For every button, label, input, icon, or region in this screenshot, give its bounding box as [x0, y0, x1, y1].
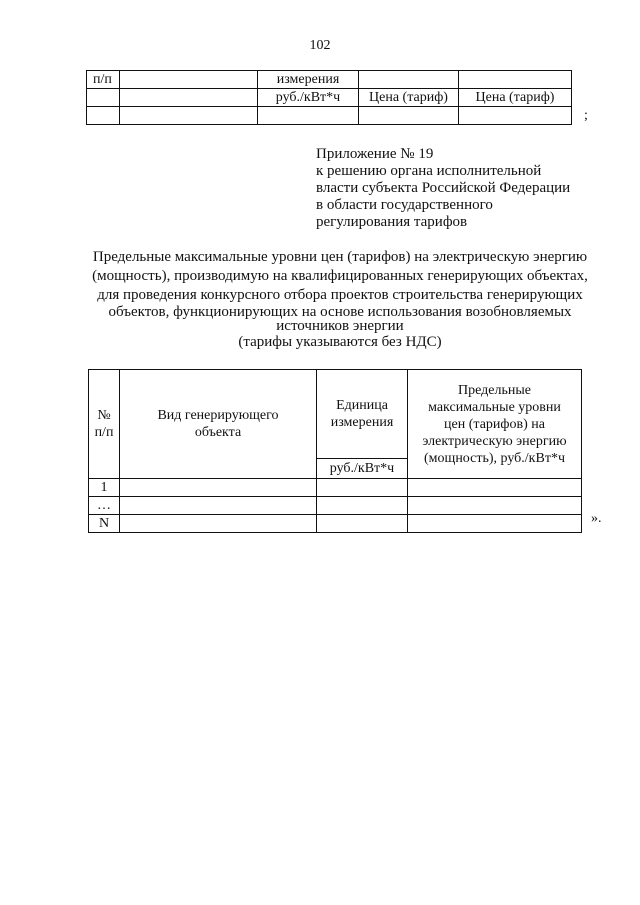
header-text: цен (тарифов) на	[444, 416, 545, 432]
table-row	[87, 89, 572, 107]
trailing-semicolon: ;	[584, 108, 588, 123]
annex-line: Приложение № 19	[316, 146, 434, 162]
table-cell	[317, 479, 408, 497]
table-cell	[120, 89, 258, 107]
table-cell: измерения	[258, 71, 359, 89]
table-cell	[258, 107, 359, 125]
header-text: Предельные	[458, 382, 531, 398]
closing-quote: ».	[591, 511, 602, 526]
document-title	[60, 248, 620, 352]
header-text: (мощность), руб./кВт*ч	[424, 450, 565, 466]
title-line: Предельные максимальные уровни цен (тарифов) на электрическую энергию	[92, 249, 588, 265]
header-max-price	[408, 370, 582, 479]
table-cell	[459, 107, 572, 125]
table-header-row	[89, 370, 582, 459]
table-cell	[120, 515, 317, 533]
table-cell	[120, 479, 317, 497]
table-cell	[408, 479, 582, 497]
header-number	[89, 370, 120, 479]
table-row	[89, 479, 582, 497]
title-line: (мощность), производимую на квалифицированных генерирующих объектах,	[92, 268, 588, 284]
table-cell	[359, 71, 459, 89]
row-number: …	[89, 497, 120, 515]
header-text: максимальные уровни	[428, 399, 561, 415]
table-cell	[87, 107, 120, 125]
top-table-fragment	[86, 70, 572, 125]
annex-line: власти субъекта Российской Федерации	[316, 180, 571, 196]
table-cell	[120, 107, 258, 125]
table-cell	[120, 71, 258, 89]
row-number: N	[89, 515, 120, 533]
title-line: источников энергии	[276, 318, 404, 334]
table-cell: Цена (тариф)	[459, 89, 572, 107]
table-cell: п/п	[87, 71, 120, 89]
table-cell: Цена (тариф)	[359, 89, 459, 107]
table-cell	[408, 515, 582, 533]
unit-value: руб./кВт*ч	[317, 459, 408, 479]
title-line: (тарифы указываются без НДС)	[238, 334, 442, 350]
header-text: измерения	[330, 415, 394, 430]
table-cell	[317, 497, 408, 515]
table-row	[87, 107, 572, 125]
annex-line: регулирования тарифов	[316, 214, 468, 230]
header-text: Единица	[336, 398, 388, 413]
header-text: п/п	[94, 425, 114, 440]
header-unit	[317, 370, 408, 459]
table-row	[87, 71, 572, 89]
table-cell	[317, 515, 408, 533]
header-text: объекта	[194, 425, 242, 440]
table-cell	[359, 107, 459, 125]
row-number: 1	[89, 479, 120, 497]
annex-line: к решению органа исполнительной	[316, 163, 542, 179]
annex-heading	[316, 146, 616, 231]
table-row	[89, 515, 582, 533]
title-line: объектов, функционирующих на основе использования возобновляемых	[108, 304, 572, 320]
table-cell: руб./кВт*ч	[258, 89, 359, 107]
table-row	[89, 497, 582, 515]
header-object-type	[120, 370, 317, 479]
price-table	[88, 369, 582, 533]
header-text: №	[97, 408, 111, 423]
table-cell	[459, 71, 572, 89]
title-line: для проведения конкурсного отбора проектов строительства генерирующих	[97, 287, 583, 303]
table-cell	[408, 497, 582, 515]
annex-line: в области государственного	[316, 197, 493, 213]
page-number: 102	[309, 38, 331, 53]
header-text: электрическую энергию	[422, 433, 567, 449]
header-text: Вид генерирующего	[157, 408, 279, 423]
table-cell	[120, 497, 317, 515]
table-cell	[87, 89, 120, 107]
